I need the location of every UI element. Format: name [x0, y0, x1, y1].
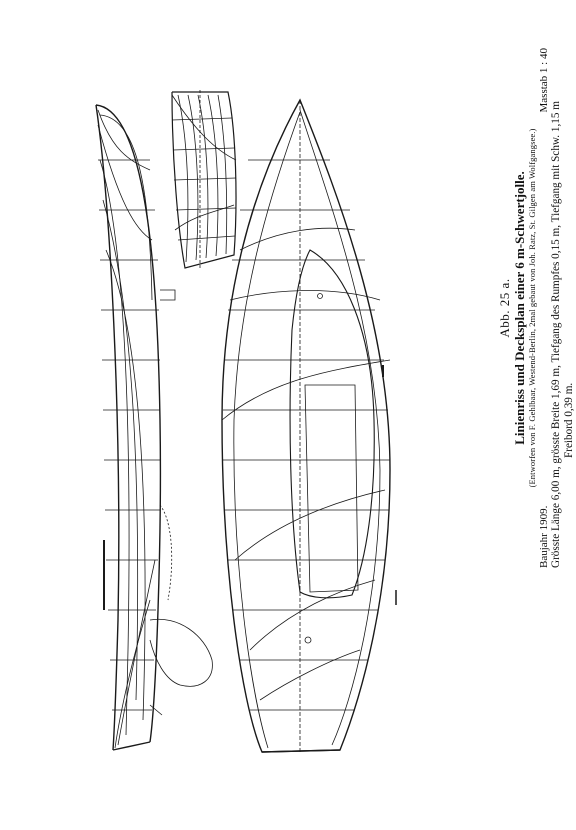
dimensions-line-1: Grösste Länge 6,00 m, grösste Breite 1,69 m, Tiefgang des Rumpfes 0,15 m, Tiefgang mit Schw. 1,15 m	[550, 101, 563, 568]
hull-profile-view	[96, 105, 212, 750]
figure-title: Linienriss und Decksplan einer 6 m-Schwertjolle.	[511, 171, 527, 445]
build-year: Baujahr 1909.	[537, 505, 550, 568]
year-scale-row	[538, 48, 551, 568]
body-plan-sections	[172, 90, 236, 268]
deck-plan-view	[222, 100, 396, 752]
figure-number: Abb. 25 a.	[497, 278, 512, 338]
design-credit: (Entworfen von F. Gehlbaar, Westend-Berlin, 2mal gebaut von Joh. Ratz, St. Gilgen am Wolfgangsee.)	[526, 128, 537, 488]
figure-caption	[498, 48, 576, 568]
drawing-scale: Masstab 1 : 40	[537, 48, 550, 113]
dimensions-line-2: Freibord 0,39 m.	[563, 382, 576, 458]
